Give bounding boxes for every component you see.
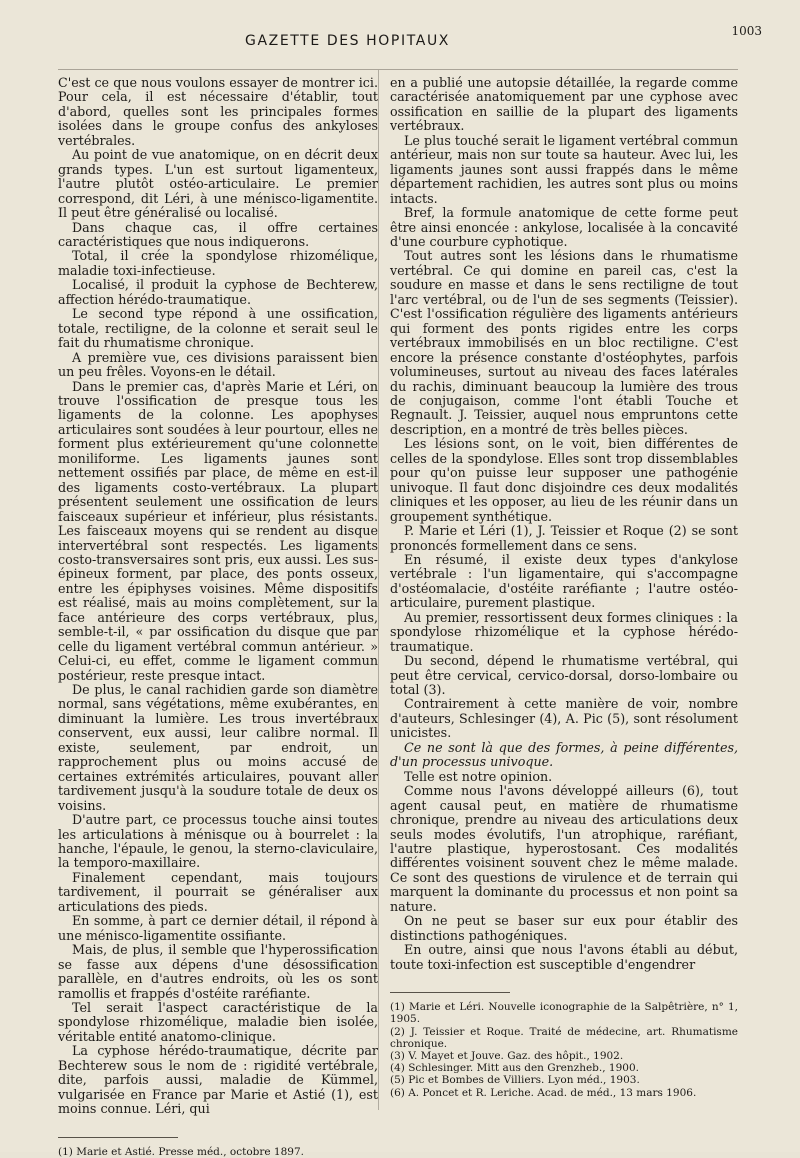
left-paragraph-9: De plus, le canal rachidien garde son diamètre normal, sans végétations, même exubérantes, en diminuant la lumière. Les trous invertébraux conservent, eux aussi, leur calibre normal. Il existe, seulement, par endroit, un rapprochement plus ou moins accusé de certaines extrémités articulaires, pouvant aller tardivement jusqu'à la soudure totale de deux os voisins. [58, 682, 378, 813]
right-footnote-4: (4) Schlesinger. Mitt aus den Grenzheb., 1900. [390, 1062, 639, 1075]
right-paragraph-4: Tout autres sont les lésions dans le rhumatisme vertébral. Ce qui domine en pareil cas, c'est la soudure en masse et dans le sens rectiligne de tout l'arc vertébral, ou de l'un de ses segments (Teissier). C'est l'ossification régulière des ligaments antérieurs qui forment des ponts rigides entre les corps vertébraux immobilisés en un bloc rectiligne. C'est encore la présence constante d'ostéophytes, parfois volumineuses, surtout au niveau des faces latérales du rachis, diminuant beaucoup la lumière des trous de conjugaison, comme l'ont établi Touche et Regnault. J. Teissier, auquel nous empruntons cette description, en a montré de très belles pièces. [390, 248, 738, 437]
right-paragraph-11: Ce ne sont là que des formes, à peine différentes, d'un processus univoque. [390, 739, 738, 770]
page-header [0, 0, 800, 60]
left-paragraph-10: D'autre part, ce processus touche ainsi toutes les articulations à ménisque ou à bourrelet : la hanche, l'épaule, le genou, la sterno-claviculaire, la temporo-maxillaire. [58, 812, 378, 871]
right-column [390, 76, 738, 1099]
left-paragraph-2: Au point de vue anatomique, on en décrit deux grands types. L'un est surtout ligamenteux, l'autre plutôt ostéo-articulaire. Le premier correspond, dit Léri, à une ménisco-ligamentite. Il peut être généralisé ou localisé. [58, 147, 378, 221]
right-paragraph-3: Bref, la formule anatomique de cette forme peut être ainsi enoncée : ankylose, localisée à la concavité d'une courbure cyphotique. [390, 205, 738, 249]
right-paragraph-7: En résumé, il existe deux types d'ankylose vertébrale : l'un ligamentaire, qui s'accompagne d'ostéomalacie, d'ostéite raréfiante ; l'autre ostéo-articulaire, purement plastique. [390, 551, 738, 611]
left-column [58, 76, 378, 1158]
right-paragraph-10: Contrairement à cette manière de voir, nombre d'auteurs, Schlesinger (4), A. Pic (5), sont résolument unicistes. [390, 696, 738, 741]
left-paragraph-7: A première vue, ces divisions paraissent bien un peu frêles. Voyons-en le détail. [58, 349, 378, 380]
right-footnote-rule [390, 992, 510, 993]
right-footnote-1: (1) Marie et Léri. Nouvelle iconographie de la Salpêtrière, n° 1, 1905. [390, 1001, 738, 1026]
right-paragraph-1: en a publié une autopsie détaillée, la regarde comme caractérisée anatomiquement par une cyphose avec ossification en saillie de la plupart des ligaments vertébraux. [390, 75, 738, 134]
right-footnote-6: (6) A. Poncet et R. Leriche. Acad. de méd., 13 mars 1906. [390, 1086, 697, 1099]
left-paragraph-4: Total, il crée la spondylose rhizomélique, maladie toxi-infectieuse. [58, 248, 378, 278]
left-paragraph-5: Localisé, il produit la cyphose de Bechterew, affection hérédo-traumatique. [58, 277, 378, 307]
right-footnote-5: (5) Pic et Bombes de Villiers. Lyon méd., 1903. [390, 1074, 640, 1087]
left-paragraph-3: Dans chaque cas, il offre certaines caractéristiques que nous indiquerons. [58, 219, 378, 249]
running-title: GAZETTE DES HOPITAUX [245, 33, 450, 49]
right-paragraph-6: P. Marie et Léri (1), J. Teissier et Roque (2) se sont prononcés formellement dans ce sens. [390, 523, 738, 553]
right-paragraph-5: Les lésions sont, on le voit, bien différentes de celles de la spondylose. Elles sont trop dissemblables pour qu'on puisse leur supposer une pathogénie univoque. Il faut donc disjoindre ces deux modalités cliniques et les opposer, au lieu de les réunir dans un groupement synthétique. [390, 436, 738, 524]
left-paragraph-1: C'est ce que nous voulons essayer de montrer ici. Pour cela, il est nécessaire d'établir, tout d'abord, quelles sont les principales formes isolées dans le groupe confus des ankyloses vertébrales. [58, 75, 378, 148]
top-rule [58, 69, 738, 70]
left-paragraph-12: En somme, à part ce dernier détail, il répond à une ménisco-ligamentite ossifiante. [58, 913, 378, 943]
left-paragraph-15: La cyphose hérédo-traumatique, décrite par Bechterew sous le nom de : rigidité vertébrale, dite, parfois aussi, maladie de Kümmel, vulgarisée en France par Marie et Astié (1), est moins connue. Léri, qui [58, 1043, 378, 1117]
right-paragraph-8: Au premier, ressortissent deux formes cliniques : la spondylose rhizomélique et la cyphose hérédo-traumatique. [390, 609, 738, 654]
page-number: 1003 [731, 24, 762, 38]
left-footnote-1: (1) Marie et Astié. Presse méd., octobre 1897. [58, 1145, 304, 1158]
left-footnote-rule [58, 1137, 178, 1138]
left-paragraph-14: Tel serait l'aspect caractéristique de la spondylose rhizomélique, maladie bien isolée, véritable entité anatomo-clinique. [58, 1000, 378, 1044]
right-paragraph-9: Du second, dépend le rhumatisme vertébral, qui peut être cervical, cervico-dorsal, dorso-lombaire ou total (3). [390, 653, 738, 698]
left-paragraph-13: Mais, de plus, il semble que l'hyperossification se fasse aux dépens d'une désossification parallèle, en d'autres endroits, où les os sont ramollis et frappés d'ostéite raréfiante. [58, 942, 378, 1001]
right-footnote-2: (2) J. Teissier et Roque. Traité de médecine, art. Rhumatisme chronique. [390, 1025, 738, 1050]
right-paragraph-2: Le plus touché serait le ligament vertébral commun antérieur, mais non sur toute sa hauteur. Avec lui, les ligaments jaunes sont aussi frappés dans le même département rachidien, les autres sont plus ou moins intacts. [390, 132, 739, 206]
left-paragraph-6: Le second type répond à une ossification, totale, rectiligne, de la colonne et serait seul le fait du rhumatisme chronique. [58, 306, 378, 351]
column-rule [378, 70, 379, 1110]
right-paragraph-15: En outre, ainsi que nous l'avons établi au début, toute toxi-infection est susceptible d'engendrer [390, 942, 738, 972]
right-footnotes [390, 992, 738, 1099]
left-paragraph-11: Finalement cependant, mais toujours tardivement, il pourrait se généraliser aux articulations des pieds. [58, 869, 378, 914]
right-paragraph-14: On ne peut se baser sur eux pour établir des distinctions pathogéniques. [390, 913, 738, 943]
left-paragraph-8: Dans le premier cas, d'après Marie et Léri, on trouve l'ossification de presque tous les ligaments de la colonne. Les apophyses articulaires sont soudées à leur pourtour, elles ne forment plus extérieurement qu'une colonnette moniliforme. Les ligaments jaunes sont nettement ossifiés par place, de même en est-il des ligaments costo-vertébraux. La plupart présentent seulement une ossification de leurs faisceaux supérieur et inférieur, plus résistants. Les faisceaux moyens qui se rendent au disque intervertébral sont respectés. Les ligaments costo-transversaires sont pris, eux aussi. Les sus-épineux forment, par place, des ponts osseux, entre les épiphyses voisines. Même dispositifs est réalisé, mais au moins complètement, sur la face antérieure des corps vertébraux, plus, semble-t-il, « par ossification du disque que par celle du ligament vertébral commun antérieur. » Celui-ci, eu effet, comme le ligament commun postérieur, reste presque intact. [58, 378, 378, 683]
right-paragraph-13: Comme nous l'avons développé ailleurs (6), tout agent causal peut, en matière de rhumatisme chronique, prendre au niveau des articulations deux seuls modes évolutifs, l'un atrophique, raréfiant, l'autre plastique, hyperostosant. Ces modalités différentes voisinent souvent chez le même malade. Ce sont des questions de virulence et de terrain qui marquent la dominante du processus et non point sa nature. [390, 783, 738, 914]
right-footnote-3: (3) V. Mayet et Jouve. Gaz. des hôpit., 1902. [390, 1049, 624, 1062]
right-paragraph-12: Telle est notre opinion. [404, 768, 553, 784]
